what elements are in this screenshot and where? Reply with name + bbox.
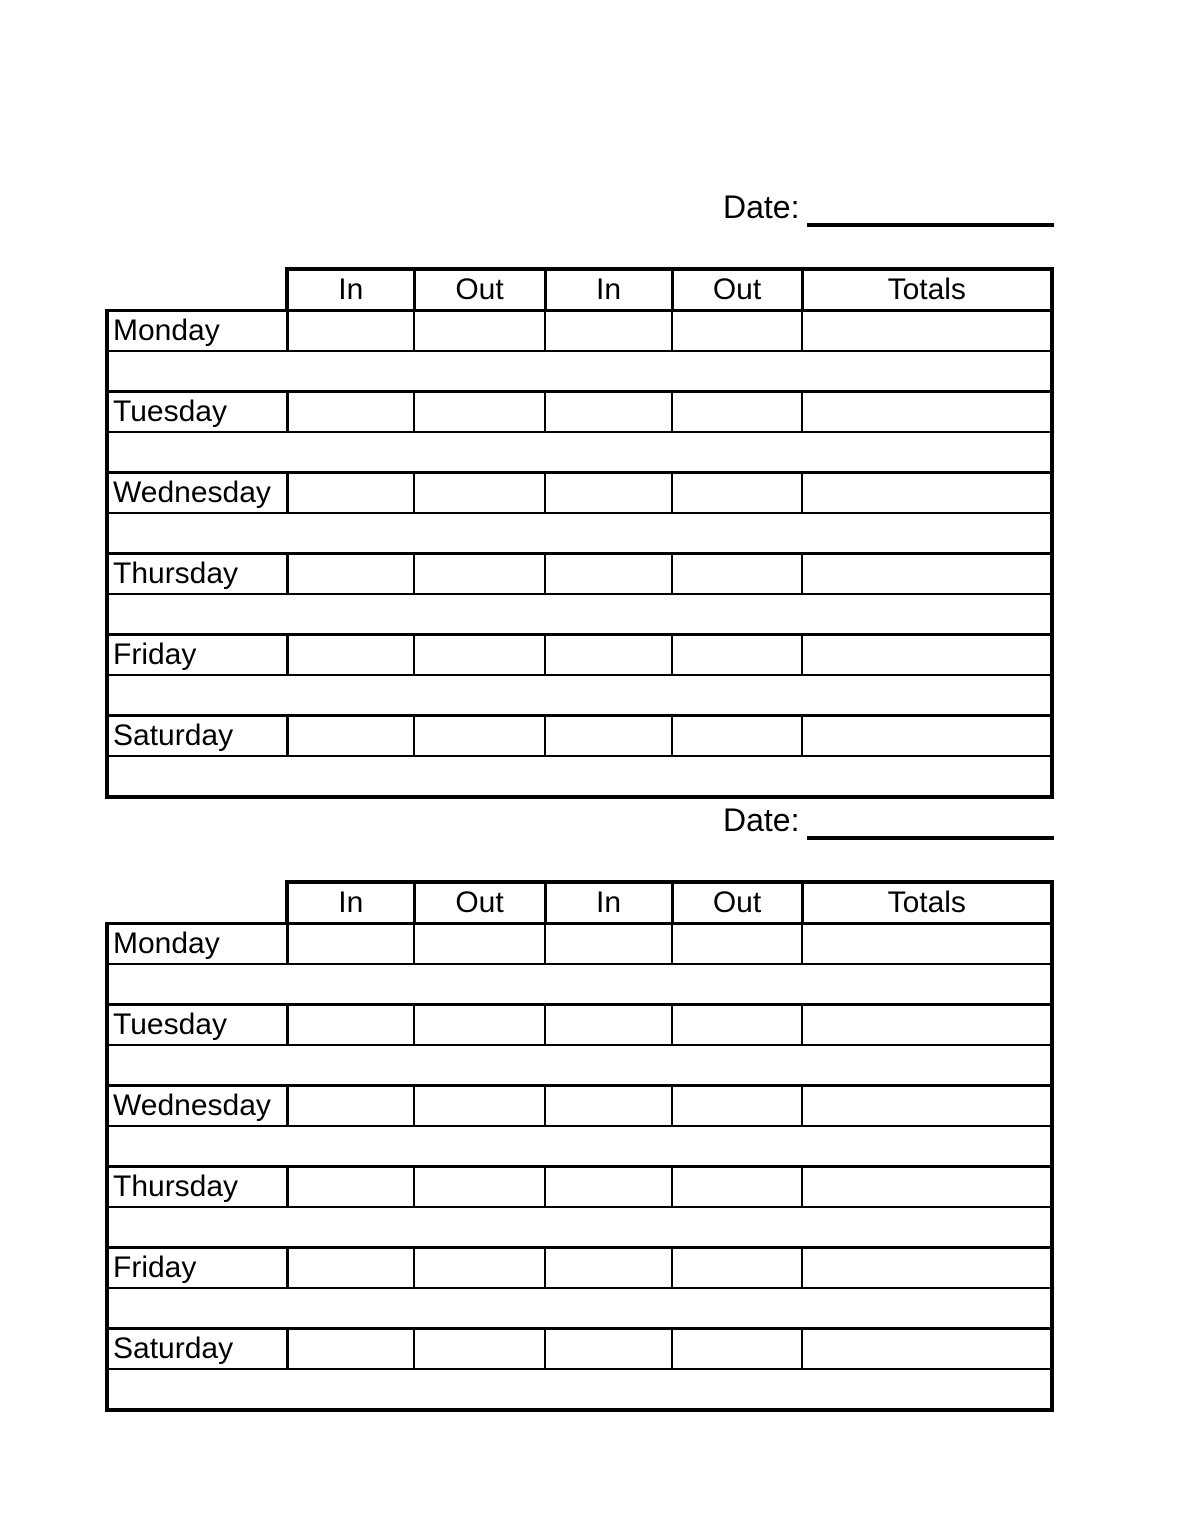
time-entry-cell-in-1[interactable] [287,635,414,676]
time-entry-cell-out-2[interactable] [672,311,802,352]
time-entry-cell-out-2[interactable] [672,1086,802,1127]
time-entry-cell-out-2[interactable] [672,1248,802,1289]
time-entry-cell-out-1[interactable] [414,473,545,514]
spacer-cell [107,351,1052,392]
column-header-out-2: Out [672,269,802,311]
column-header-in-1: In [287,269,414,311]
time-entry-cell-out-1[interactable] [414,635,545,676]
time-entry-cell-in-2[interactable] [545,311,672,352]
spacer-cell [107,513,1052,554]
time-entry-cell-out-1[interactable] [414,311,545,352]
spacer-cell [107,675,1052,716]
time-entry-cell-in-1[interactable] [287,1086,414,1127]
date-field [723,187,1054,227]
day-row-saturday [107,1329,1052,1370]
time-entry-cell-out-1[interactable] [414,716,545,757]
totals-entry-cell[interactable] [802,1329,1052,1370]
day-label-cell: Tuesday [107,392,287,433]
spacer-row [107,1288,1052,1329]
time-entry-cell-in-2[interactable] [545,1329,672,1370]
totals-entry-cell[interactable] [802,1167,1052,1208]
column-header-in-2: In [545,882,672,924]
spacer-row [107,675,1052,716]
day-label-cell: Tuesday [107,1005,287,1046]
totals-entry-cell[interactable] [802,716,1052,757]
time-entry-cell-out-2[interactable] [672,392,802,433]
time-entry-cell-out-2[interactable] [672,716,802,757]
totals-entry-cell[interactable] [802,1086,1052,1127]
date-label: Date: [723,189,800,225]
totals-entry-cell[interactable] [802,1005,1052,1046]
time-entry-cell-out-2[interactable] [672,1329,802,1370]
time-entry-cell-out-2[interactable] [672,1005,802,1046]
column-header-out-2: Out [672,882,802,924]
day-row-friday [107,635,1052,676]
header-corner-spacer [107,882,287,924]
timesheet-table [105,267,1054,799]
day-row-wednesday [107,1086,1052,1127]
time-entry-cell-out-2[interactable] [672,1167,802,1208]
time-entry-cell-in-1[interactable] [287,1167,414,1208]
spacer-row [107,594,1052,635]
day-row-wednesday [107,473,1052,514]
date-input-line[interactable] [807,800,1054,840]
time-entry-cell-in-2[interactable] [545,1086,672,1127]
time-entry-cell-in-1[interactable] [287,924,414,965]
spacer-cell [107,756,1052,797]
day-label-cell: Saturday [107,716,287,757]
time-entry-cell-out-1[interactable] [414,1248,545,1289]
day-label-cell: Wednesday [107,1086,287,1127]
spacer-cell [107,432,1052,473]
spacer-row [107,513,1052,554]
time-entry-cell-out-2[interactable] [672,473,802,514]
spacer-row [107,756,1052,797]
day-label-cell: Monday [107,924,287,965]
header-corner-spacer [107,269,287,311]
spacer-row [107,432,1052,473]
spacer-cell [107,1207,1052,1248]
time-entry-cell-in-1[interactable] [287,392,414,433]
spacer-row [107,1045,1052,1086]
column-header-row [107,269,1052,311]
day-label-cell: Friday [107,635,287,676]
day-row-tuesday [107,1005,1052,1046]
totals-entry-cell[interactable] [802,392,1052,433]
time-entry-cell-out-1[interactable] [414,1005,545,1046]
time-entry-cell-in-1[interactable] [287,1248,414,1289]
spacer-cell [107,1126,1052,1167]
day-label-cell: Saturday [107,1329,287,1370]
time-entry-cell-out-1[interactable] [414,1086,545,1127]
spacer-row [107,1207,1052,1248]
time-entry-cell-in-2[interactable] [545,1167,672,1208]
date-label: Date: [723,802,800,838]
totals-entry-cell[interactable] [802,924,1052,965]
spacer-cell [107,1288,1052,1329]
spacer-row [107,1126,1052,1167]
time-entry-cell-out-2[interactable] [672,924,802,965]
time-entry-cell-out-1[interactable] [414,392,545,433]
spacer-row [107,351,1052,392]
time-entry-cell-in-1[interactable] [287,311,414,352]
day-row-saturday [107,716,1052,757]
column-header-out-1: Out [414,882,545,924]
day-label-cell: Thursday [107,554,287,595]
column-header-out-1: Out [414,269,545,311]
day-row-monday [107,924,1052,965]
time-entry-cell-in-2[interactable] [545,635,672,676]
spacer-cell [107,964,1052,1005]
time-entry-cell-in-1[interactable] [287,554,414,595]
day-row-thursday [107,1167,1052,1208]
day-row-thursday [107,554,1052,595]
time-entry-cell-in-2[interactable] [545,1005,672,1046]
date-field [723,800,1054,840]
column-header-row [107,882,1052,924]
day-row-tuesday [107,392,1052,433]
column-header-in-2: In [545,269,672,311]
time-entry-cell-in-1[interactable] [287,473,414,514]
time-entry-cell-in-2[interactable] [545,392,672,433]
time-entry-cell-in-2[interactable] [545,473,672,514]
column-header-totals: Totals [802,882,1052,924]
time-entry-cell-in-2[interactable] [545,1248,672,1289]
totals-entry-cell[interactable] [802,311,1052,352]
date-input-line[interactable] [807,187,1054,227]
totals-entry-cell[interactable] [802,473,1052,514]
day-label-cell: Monday [107,311,287,352]
column-header-totals: Totals [802,269,1052,311]
time-entry-cell-out-1[interactable] [414,554,545,595]
spacer-row [107,1369,1052,1410]
time-entry-cell-in-1[interactable] [287,716,414,757]
spacer-row [107,964,1052,1005]
timesheet-table [105,880,1054,1412]
day-label-cell: Friday [107,1248,287,1289]
day-label-cell: Thursday [107,1167,287,1208]
day-row-friday [107,1248,1052,1289]
totals-entry-cell[interactable] [802,1248,1052,1289]
time-entry-cell-in-1[interactable] [287,1329,414,1370]
time-entry-cell-out-1[interactable] [414,924,545,965]
time-entry-cell-out-1[interactable] [414,1329,545,1370]
time-entry-cell-out-2[interactable] [672,554,802,595]
day-label-cell: Wednesday [107,473,287,514]
spacer-cell [107,1045,1052,1086]
time-entry-cell-out-2[interactable] [672,635,802,676]
time-entry-cell-out-1[interactable] [414,1167,545,1208]
time-entry-cell-in-2[interactable] [545,924,672,965]
day-row-monday [107,311,1052,352]
spacer-cell [107,594,1052,635]
time-entry-cell-in-2[interactable] [545,554,672,595]
totals-entry-cell[interactable] [802,635,1052,676]
column-header-in-1: In [287,882,414,924]
time-entry-cell-in-2[interactable] [545,716,672,757]
time-entry-cell-in-1[interactable] [287,1005,414,1046]
spacer-cell [107,1369,1052,1410]
totals-entry-cell[interactable] [802,554,1052,595]
